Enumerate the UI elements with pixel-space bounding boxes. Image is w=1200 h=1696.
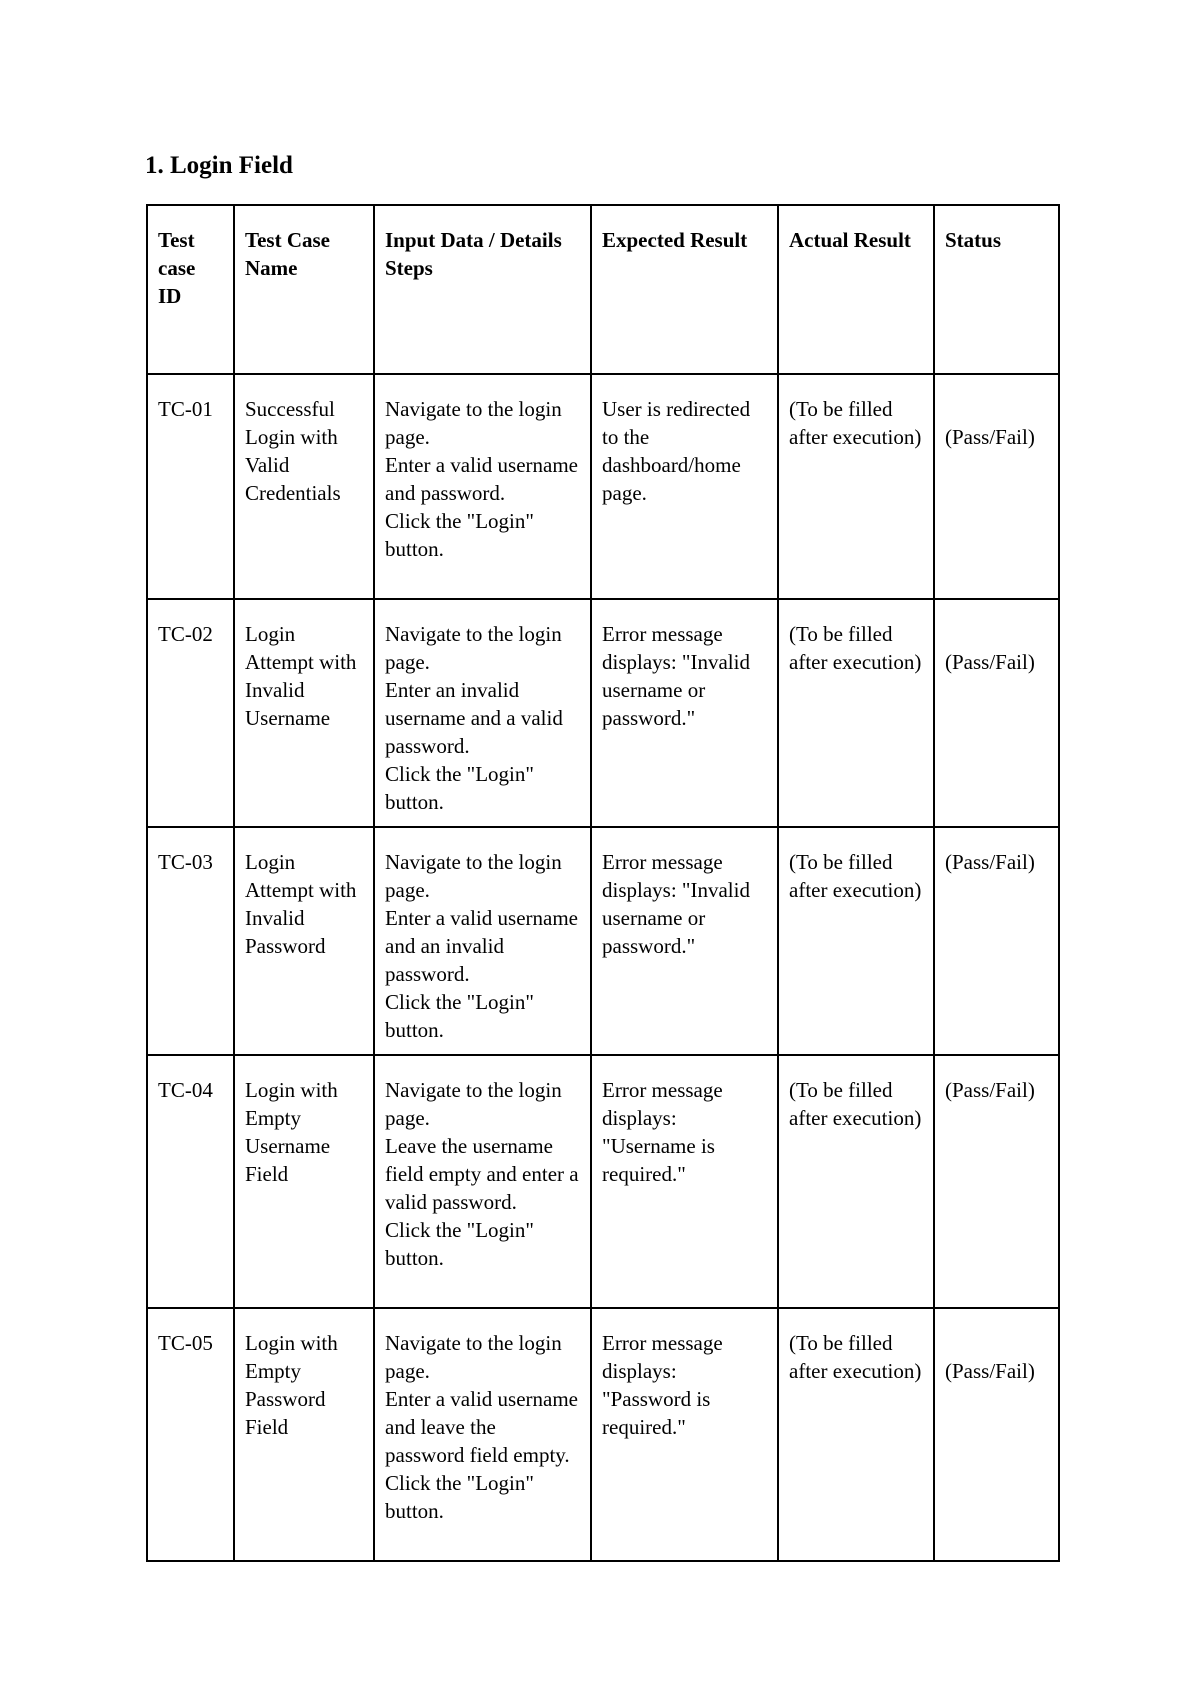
cell-status: (Pass/Fail) bbox=[934, 599, 1059, 827]
header-input-data: Input Data / Details Steps bbox=[374, 205, 591, 374]
cell-actual-result: (To be filled after execution) bbox=[778, 374, 934, 599]
cell-test-case-id: TC-05 bbox=[147, 1308, 234, 1561]
cell-actual-result: (To be filled after execution) bbox=[778, 1055, 934, 1308]
cell-test-case-name: Login Attempt with Invalid Password bbox=[234, 827, 374, 1055]
table-header-row bbox=[147, 205, 1059, 374]
header-actual-result: Actual Result bbox=[778, 205, 934, 374]
cell-status: (Pass/Fail) bbox=[934, 827, 1059, 1055]
cell-steps: Navigate to the login page. Enter a valid username and an invalid password. Click the "Login" button. bbox=[374, 827, 591, 1055]
header-expected-result: Expected Result bbox=[591, 205, 778, 374]
test-case-table bbox=[146, 204, 1060, 1562]
cell-expected-result: Error message displays: "Password is required." bbox=[591, 1308, 778, 1561]
cell-test-case-id: TC-03 bbox=[147, 827, 234, 1055]
cell-test-case-name: Login with Empty Password Field bbox=[234, 1308, 374, 1561]
cell-steps: Navigate to the login page. Enter a valid username and password. Click the "Login" button. bbox=[374, 374, 591, 599]
table-row bbox=[147, 827, 1059, 1055]
cell-test-case-name: Login with Empty Username Field bbox=[234, 1055, 374, 1308]
header-test-case-name: Test Case Name bbox=[234, 205, 374, 374]
cell-expected-result: Error message displays: "Invalid username or password." bbox=[591, 599, 778, 827]
cell-test-case-id: TC-02 bbox=[147, 599, 234, 827]
table-row bbox=[147, 1055, 1059, 1308]
cell-actual-result: (To be filled after execution) bbox=[778, 599, 934, 827]
cell-test-case-id: TC-01 bbox=[147, 374, 234, 599]
table-row bbox=[147, 374, 1059, 599]
cell-status: (Pass/Fail) bbox=[934, 374, 1059, 599]
header-test-case-id: Test case ID bbox=[147, 205, 234, 374]
cell-steps: Navigate to the login page. Enter an invalid username and a valid password. Click the "Login" button. bbox=[374, 599, 591, 827]
cell-steps: Navigate to the login page. Leave the username field empty and enter a valid password. Click the "Login" button. bbox=[374, 1055, 591, 1308]
cell-actual-result: (To be filled after execution) bbox=[778, 827, 934, 1055]
cell-expected-result: Error message displays: "Username is required." bbox=[591, 1055, 778, 1308]
cell-expected-result: User is redirected to the dashboard/home page. bbox=[591, 374, 778, 599]
table-row bbox=[147, 1308, 1059, 1561]
cell-test-case-name: Login Attempt with Invalid Username bbox=[234, 599, 374, 827]
section-heading: 1. Login Field bbox=[145, 152, 293, 179]
cell-actual-result: (To be filled after execution) bbox=[778, 1308, 934, 1561]
cell-expected-result: Error message displays: "Invalid username or password." bbox=[591, 827, 778, 1055]
cell-steps: Navigate to the login page. Enter a valid username and leave the password field empty. Click the "Login" button. bbox=[374, 1308, 591, 1561]
cell-test-case-id: TC-04 bbox=[147, 1055, 234, 1308]
header-status: Status bbox=[934, 205, 1059, 374]
cell-test-case-name: Successful Login with Valid Credentials bbox=[234, 374, 374, 599]
cell-status: (Pass/Fail) bbox=[934, 1055, 1059, 1308]
cell-status: (Pass/Fail) bbox=[934, 1308, 1059, 1561]
table-row bbox=[147, 599, 1059, 827]
